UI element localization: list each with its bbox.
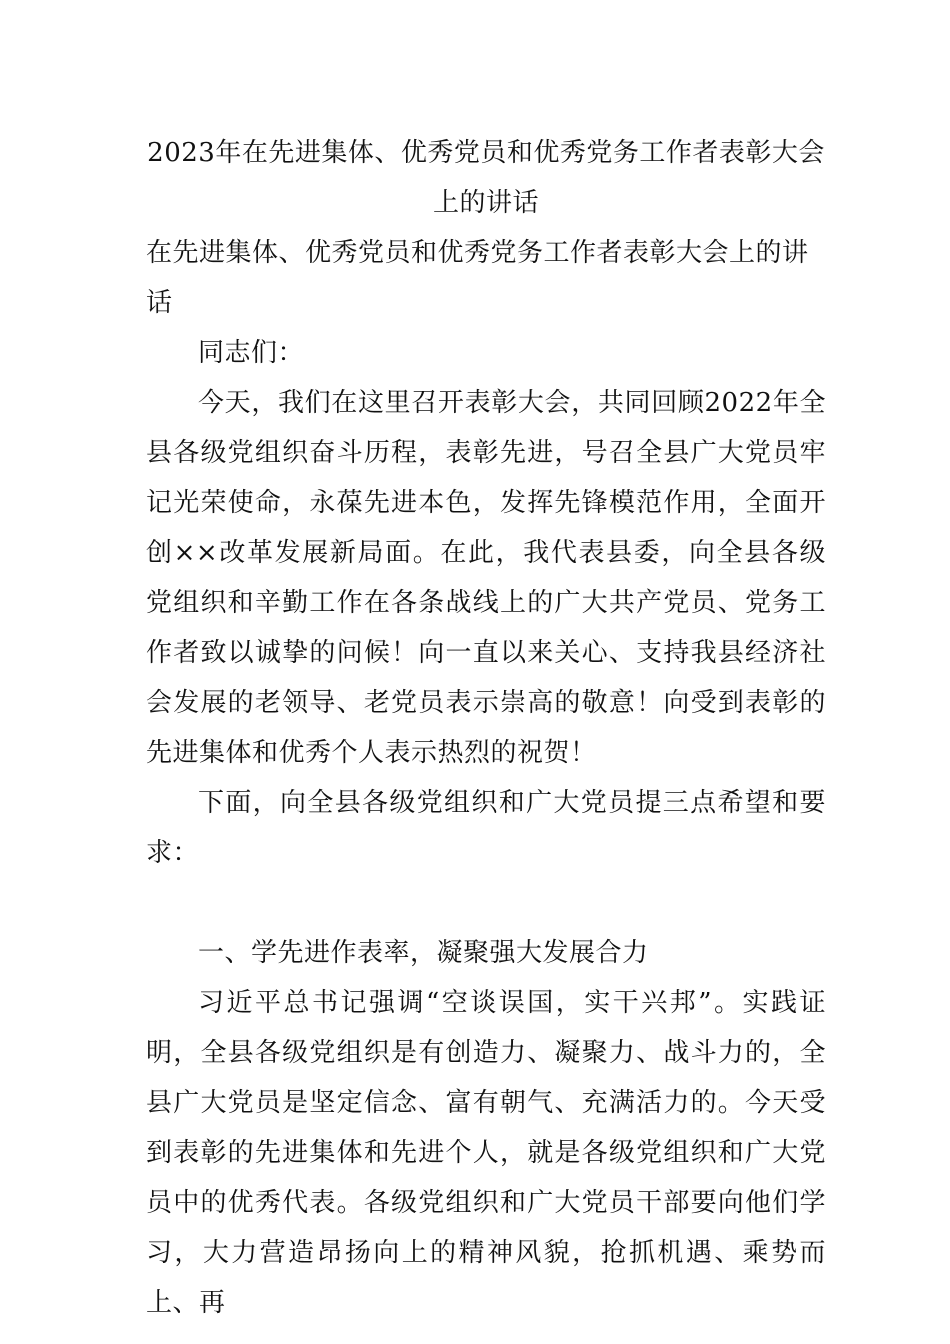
- document-body: [146, 128, 826, 1328]
- blank-line: [146, 878, 826, 928]
- document-title: [146, 128, 826, 228]
- paragraph-requirements-intro: 下面，向全县各级党组织和广大党员提三点希望和要求：: [146, 788, 826, 868]
- title-line-2: 上的讲话: [432, 188, 539, 218]
- greeting: 同志们：: [198, 338, 305, 368]
- section-1-heading: 一、学先进作表率，凝聚强大发展合力: [198, 938, 649, 968]
- paragraph-opening: 今天，我们在这里召开表彰大会，共同回顾2022年全县各级党组织奋斗历程，表彰先进，号召全县广大党员牢记光荣使命，永葆先进本色，发挥先锋模范作用，全面开创××改革发展新局面。在此，我代表县委，向全县各级党组织和辛勤工作在各条战线上的广大共产党员、党务工作者致以诚挚的问候！向一直以来关心、支持我县经济社会发展的老领导、老党员表示崇高的敬意！向受到表彰的先进集体和优秀个人表示热烈的祝贺！: [146, 388, 826, 768]
- section-1-paragraph: 习近平总书记强调“空谈误国，实干兴邦”。实践证明，全县各级党组织是有创造力、凝聚力、战斗力的，全县广大党员是坚定信念、富有朝气、充满活力的。今天受到表彰的先进集体和先进个人，就是各级党组织和广大党员中的优秀代表。各级党组织和广大党员干部要向他们学习，大力营造昂扬向上的精神风貌，抢抓机遇、乘势而上、再: [146, 988, 826, 1318]
- document-subtitle: 在先进集体、优秀党员和优秀党务工作者表彰大会上的讲话: [146, 238, 809, 318]
- title-line-1: 2023年在先进集体、优秀党员和优秀党务工作者表彰大会: [147, 138, 825, 168]
